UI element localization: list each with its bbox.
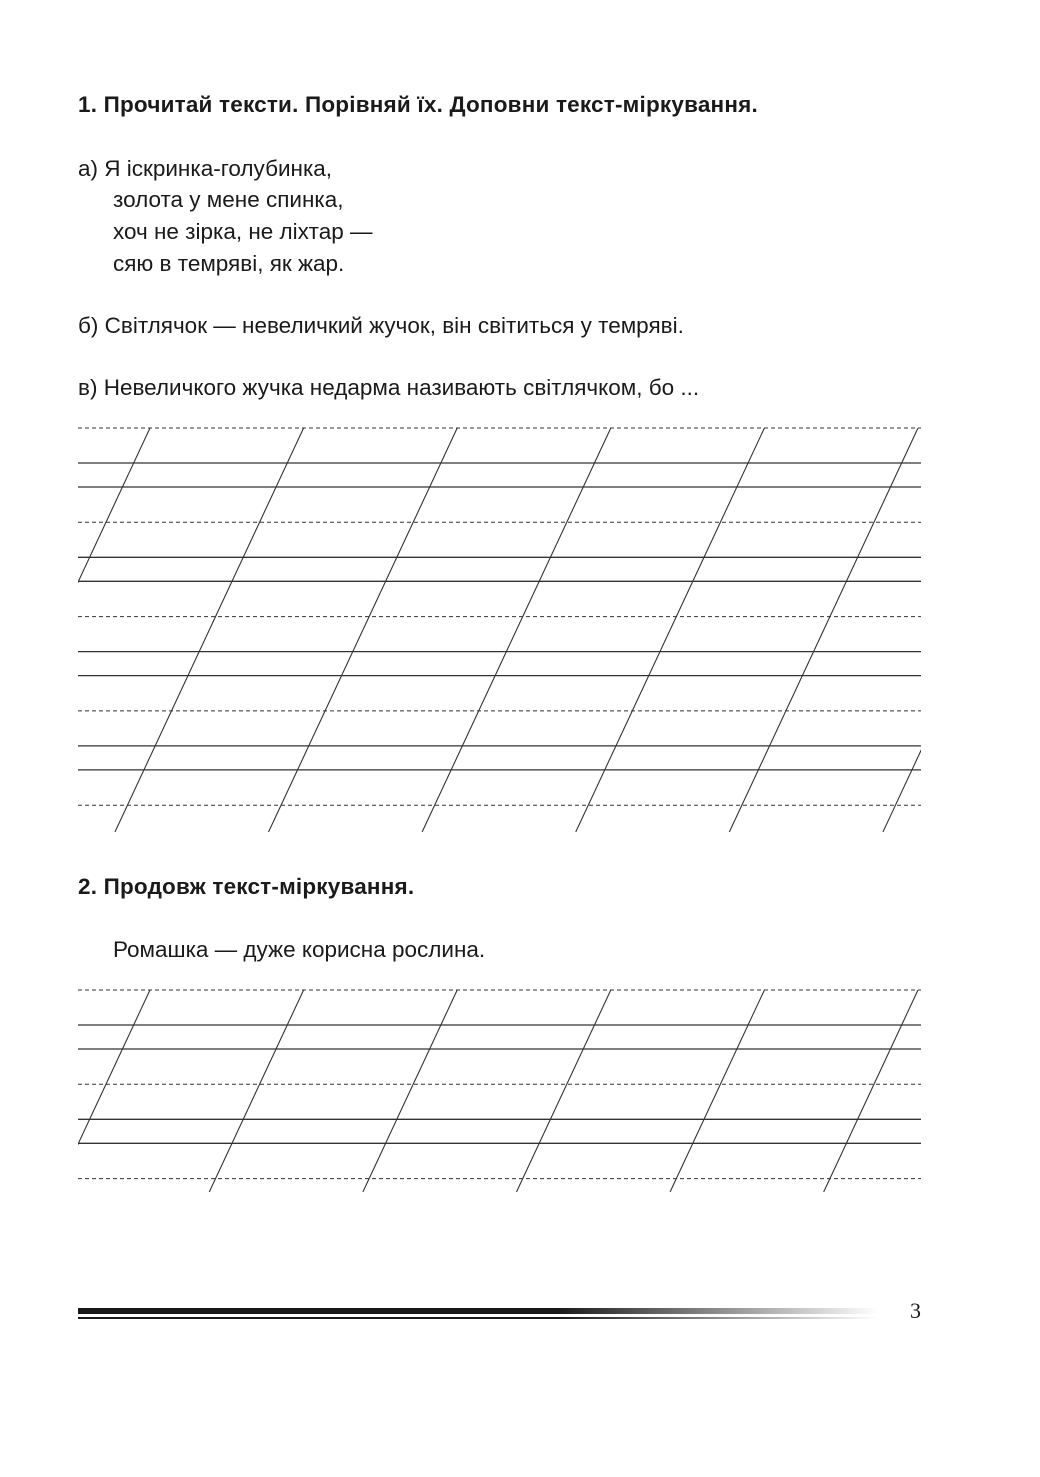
footer-rule-thin — [78, 1317, 878, 1319]
poem-line: а) Я іскринка-голубинка, — [78, 156, 333, 181]
slant-line — [670, 990, 764, 1192]
page-number: 3 — [910, 1298, 921, 1323]
slant-line — [363, 990, 457, 1192]
slant-line — [824, 990, 918, 1192]
slant-line — [516, 990, 610, 1192]
poem-line: золота у мене спинка, — [113, 187, 344, 212]
task2-title: 2. Продовж текст-міркування. — [78, 874, 415, 899]
text-b: б) Світлячок — невеличкий жучок, він світиться у темряві. — [78, 313, 684, 338]
poem-line: сяю в темряві, як жар. — [113, 251, 345, 276]
slant-line — [977, 990, 1040, 1192]
text-v: в) Невеличкого жучка недарма називають світлячком, бо ... — [78, 375, 700, 400]
poem-line: хоч не зірка, не ліхтар — — [113, 219, 373, 244]
task1-title: 1. Прочитай тексти. Порівняй їх. Доповни текст-міркування. — [78, 92, 758, 117]
slant-line — [56, 990, 150, 1192]
slant-line — [209, 990, 303, 1192]
task2-text: Ромашка — дуже корисна рослина. — [113, 937, 486, 962]
footer-rule — [78, 1308, 878, 1314]
